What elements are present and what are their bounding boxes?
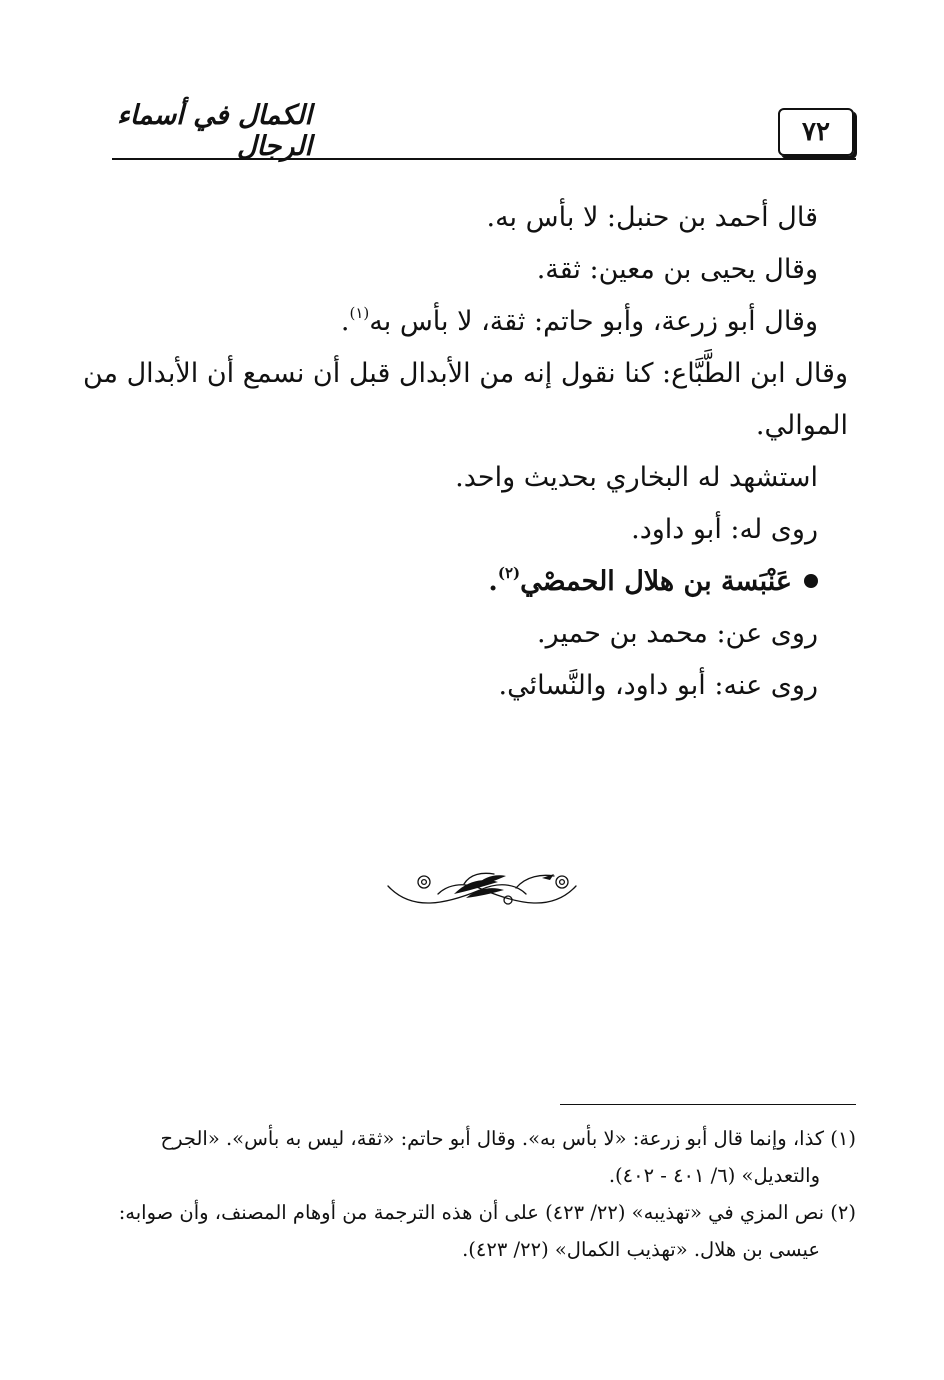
- footnote-line: (٢) نص المزي في «تهذيبه» (٢٢/ ٤٢٣) على أن هذه الترجمة من أوهام المصنف، وأن صوابه:: [118, 1201, 856, 1224]
- text-line: وقال ابن الطَّبَّاع: كنا نقول إنه من الأبدال قبل أن نسمع أن الأبدال من: [82, 358, 848, 389]
- running-title: الكمال في أسماء الرجال: [117, 100, 312, 162]
- text-line: الموالي.: [755, 410, 848, 441]
- footnote-ref: (٢): [497, 564, 521, 582]
- footnote-ref: (١): [349, 304, 370, 322]
- text-line: وقال أبو زرعة، وأبو حاتم: ثقة، لا بأس به$^{(١)}$.: [340, 304, 818, 337]
- footnote: [106, 1194, 856, 1268]
- main-text: [78, 192, 848, 712]
- bullet-icon: [804, 574, 818, 588]
- footnote-line: عيسى بن هلال. «تهذيب الكمال» (٢٢/ ٤٢٣).: [462, 1238, 820, 1261]
- text-line: روى عن: محمد بن حمير.: [537, 618, 818, 649]
- text-line: روى عنه: أبو داود، والنَّسائي.: [498, 670, 818, 701]
- entry-heading: عَنْبَسة بن هلال الحمصْي$^{(٢)}$.: [78, 556, 818, 608]
- footnotes: [106, 1120, 856, 1268]
- text-line: وقال يحيى بن معين: ثقة.: [536, 254, 818, 285]
- text-line: روى له: أبو داود.: [631, 514, 818, 545]
- page-number: ٧٢: [778, 108, 854, 156]
- header-rule: [112, 158, 856, 160]
- footnote-separator: [560, 1104, 856, 1105]
- text-line: قال أحمد بن حنبل: لا بأس به.: [486, 202, 818, 233]
- ornament-divider-icon: [384, 864, 580, 912]
- footnote-line: والتعديل» (٦/ ٤٠١ - ٤٠٢).: [608, 1164, 820, 1187]
- footnote: [106, 1120, 856, 1194]
- text-line: استشهد له البخاري بحديث واحد.: [455, 462, 818, 493]
- footnote-line: (١) كذا، وإنما قال أبو زرعة: «لا بأس به». وقال أبو حاتم: «ثقة، ليس به بأس». «الجرح: [160, 1127, 856, 1150]
